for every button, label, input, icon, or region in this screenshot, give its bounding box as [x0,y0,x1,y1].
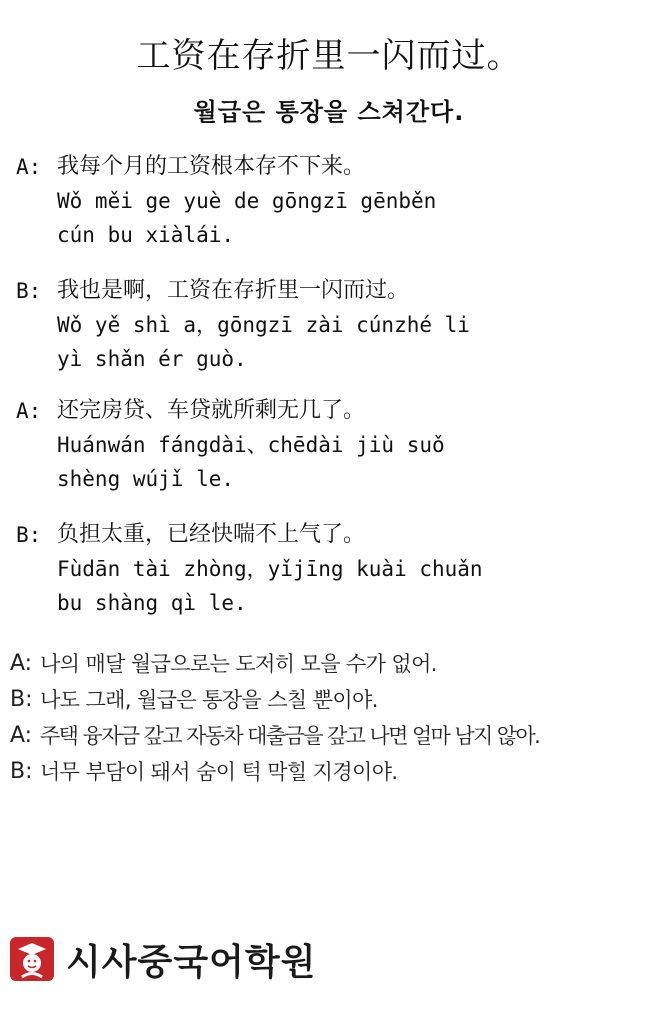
title-korean: 월급은 통장을 스쳐간다. [193,98,465,126]
dialog-block-1 [0,153,658,263]
korean-line-4 [10,753,650,789]
dialog-hanzi: 我每个月的工资根本存不下来。 [57,154,366,179]
korean-text: 너무 부담이 돼서 숨이 턱 막힐 지경이야. [40,760,398,784]
dialog-block-4 [0,521,658,631]
korean-line-1 [10,645,650,681]
korean-speaker: A: [10,650,33,676]
korean-text: 나도 그래, 월급은 통장을 스칠 뿐이야. [40,688,378,712]
dialog-pinyin-line-1: Wǒ měi ge yuè de gōngzī gēnběn [57,189,437,213]
korean-line-3 [10,717,650,753]
dialog-block-3 [0,397,658,507]
academy-name: 시사중국어학원 [66,941,317,983]
korean-speaker: B: [10,758,33,784]
dialog-pinyin-line-1: Huánwán fángdài、chēdài jiù suǒ [57,433,445,457]
dialog-pinyin-line-1: Wǒ yě shì a，gōngzī zài cúnzhé li [57,313,470,337]
dialog-speaker: B: [16,279,42,303]
korean-line-2 [10,681,650,717]
korean-text: 나의 매달 월급으로는 도저히 모을 수가 없어. [40,652,437,676]
dialog-pinyin-line-2: cún bu xiàlái. [57,223,235,247]
dialog-speaker: A: [16,155,42,179]
academy-logo [10,935,316,983]
school-mascot-logo-icon [10,937,54,981]
dialog-pinyin-line-2: yì shǎn ér guò. [57,347,247,371]
korean-text: 주택 융자금 갚고 자동차 대출금을 갚고 나면 얼마 남지 않아. [40,724,540,748]
dialog-speaker: A: [16,399,42,423]
dialog-block-2 [0,277,658,387]
korean-translation [10,645,650,789]
korean-speaker: A: [10,722,33,748]
title-chinese: 工资在存折里一闪而过。 [136,36,522,76]
dialog-speaker: B: [16,523,42,547]
dialog-pinyin-line-2: shèng wújǐ le. [57,467,235,491]
korean-speaker: B: [10,686,33,712]
dialog-pinyin-line-1: Fùdān tài zhòng，yǐjīng kuài chuǎn [57,557,483,581]
dialog-hanzi: 负担太重，已经快喘不上气了。 [57,522,366,547]
dialog-hanzi: 还完房贷、车贷就所剩无几了。 [57,398,366,423]
dialog-pinyin-line-2: bu shàng qì le. [57,591,247,615]
dialog-hanzi: 我也是啊，工资在存折里一闪而过。 [57,278,410,303]
